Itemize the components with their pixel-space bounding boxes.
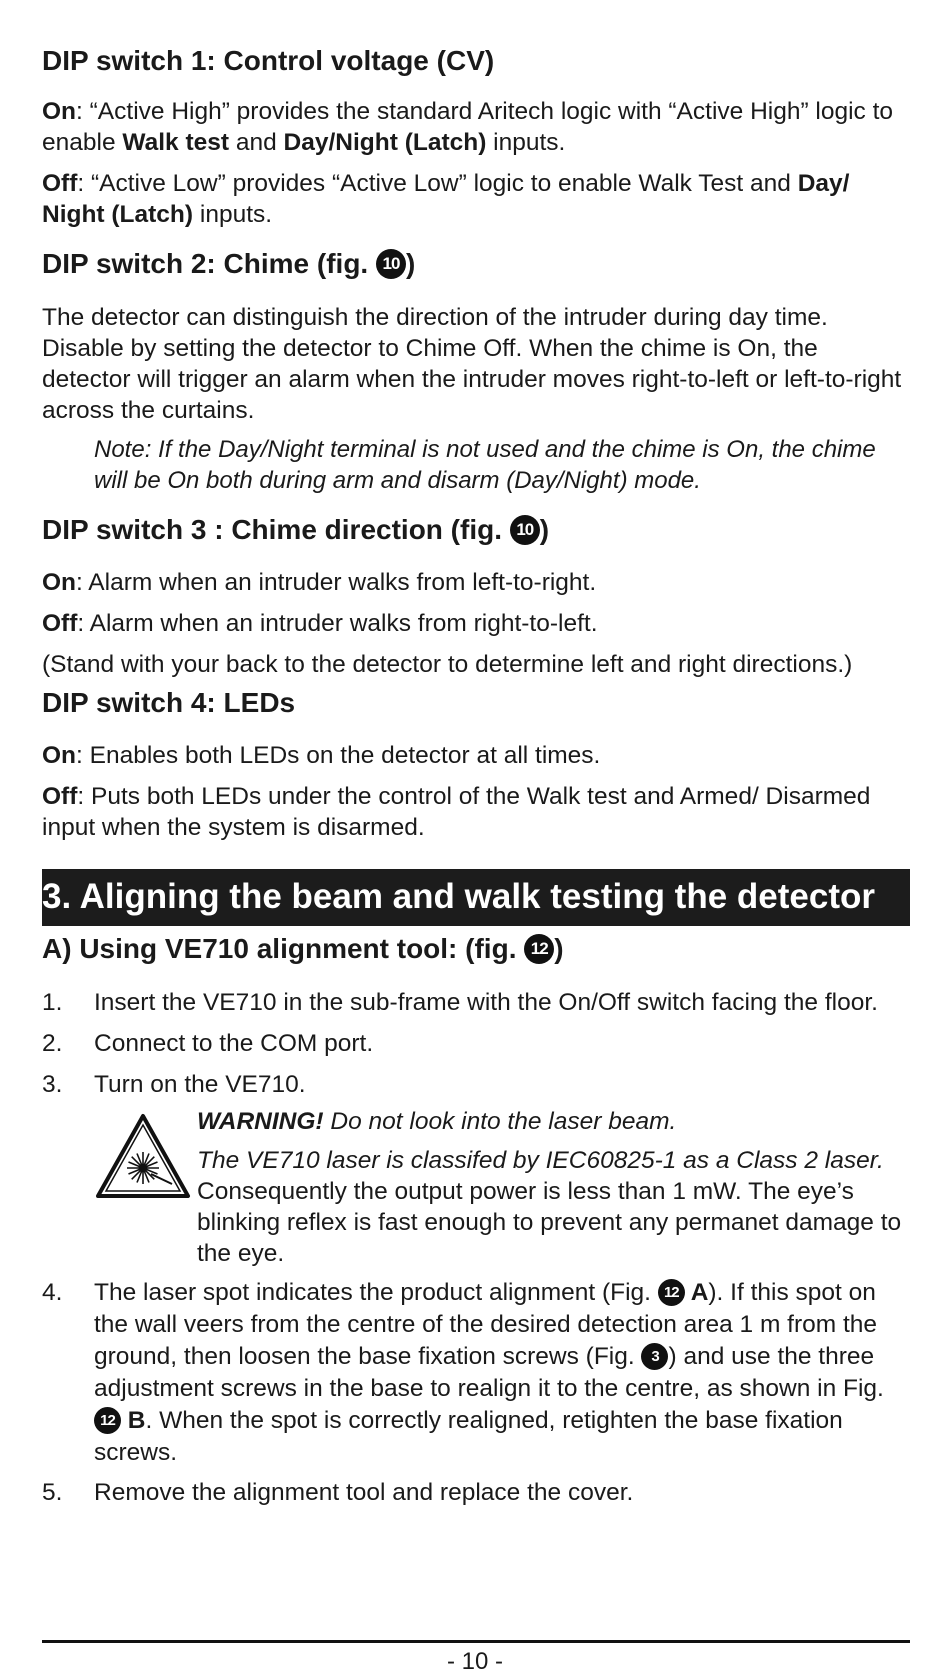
list-item: 2. Connect to the COM port. xyxy=(42,1030,374,1057)
section-3-title: 3. Aligning the beam and walk testing the detector xyxy=(42,869,910,926)
dip1-heading: DIP switch 1: Control voltage (CV) xyxy=(42,45,495,76)
dip2-body: The detector can distinguish the direction of the intruder during day time. Disable by setting the detector to Chime Off. When the chime is On, the detector will trigger an alarm when the intruder moves right-to-left or left-to-right across the curtains. xyxy=(42,304,902,424)
dip3-heading: DIP switch 3 : Chime direction (fig. 10 ) xyxy=(42,514,550,545)
document-page xyxy=(42,0,910,1508)
figure-12-badge: 12 xyxy=(658,1279,685,1306)
list-item: 4. The laser spot indicates the product alignment (Fig. 12 A). If this spot on the wall veers from the centre of the desired detection area 1 m from the ground, then loosen the base fixation screws (Fig. 3 ) and use the three adjustment screws in the base to realign it to the centre, as shown in Fig. 12 B. When the spot is correctly realigned, retighten the base fixation screws. xyxy=(42,1279,884,1466)
figure-12-badge: 12 xyxy=(94,1407,121,1434)
figure-10-badge: 10 xyxy=(510,515,540,545)
dip4-off-paragraph: Off: Puts both LEDs under the control of the Walk test and Armed/ Disarmed input when the system is disarmed. xyxy=(42,783,871,841)
list-item: 1. Insert the VE710 in the sub-frame with the On/Off switch facing the floor. xyxy=(42,989,878,1016)
footer-divider xyxy=(42,1640,910,1643)
laser-warning-text: WARNING! Do not look into the laser beam. The VE710 laser is classifed by IEC60825-1 as a Class 2 laser. Consequently the output power is less than 1 mW. The eye’s blinking reflex is fast enough to prevent any permanet damage to the eye. xyxy=(197,1108,902,1267)
dip2-heading: DIP switch 2: Chime (fig. 10 ) xyxy=(42,248,416,279)
list-item: 5. Remove the alignment tool and replace the cover. xyxy=(42,1479,634,1506)
figure-3-badge: 3 xyxy=(641,1343,668,1370)
laser-warning-icon xyxy=(42,1106,197,1269)
off-label: Off xyxy=(42,170,78,197)
dip3-off-paragraph: Off: Alarm when an intruder walks from right-to-left. xyxy=(42,610,598,637)
dip4-heading: DIP switch 4: LEDs xyxy=(42,687,296,718)
dip3-on-paragraph: On: Alarm when an intruder walks from left-to-right. xyxy=(42,569,597,596)
warning-label: WARNING! xyxy=(197,1108,324,1135)
figure-10-badge: 10 xyxy=(376,249,406,279)
page-number: - 10 - xyxy=(446,1648,503,1675)
laser-warning-block xyxy=(42,1106,910,1269)
figure-12-badge: 12 xyxy=(524,934,554,964)
dip4-on-paragraph: On: Enables both LEDs on the detector at all times. xyxy=(42,742,601,769)
dip1-on-paragraph: On: “Active High” provides the standard Aritech logic with “Active High” logic to enable Walk test and Day/Night (Latch) inputs. xyxy=(42,98,894,156)
section-3a-heading: A) Using VE710 alignment tool: (fig. 12 ) xyxy=(42,933,564,964)
dip3-direction-note: (Stand with your back to the detector to determine left and right directions.) xyxy=(42,651,853,678)
list-item: 3. Turn on the VE710. xyxy=(42,1071,306,1098)
on-label: On xyxy=(42,98,77,125)
dip1-off-paragraph: Off: “Active Low” provides “Active Low” logic to enable Walk Test and Day/ Night (Latch) inputs. xyxy=(42,170,850,228)
dip2-note: Note: If the Day/Night terminal is not used and the chime is On, the chime will be On both during arm and disarm (Day/Night) mode. xyxy=(94,436,876,494)
